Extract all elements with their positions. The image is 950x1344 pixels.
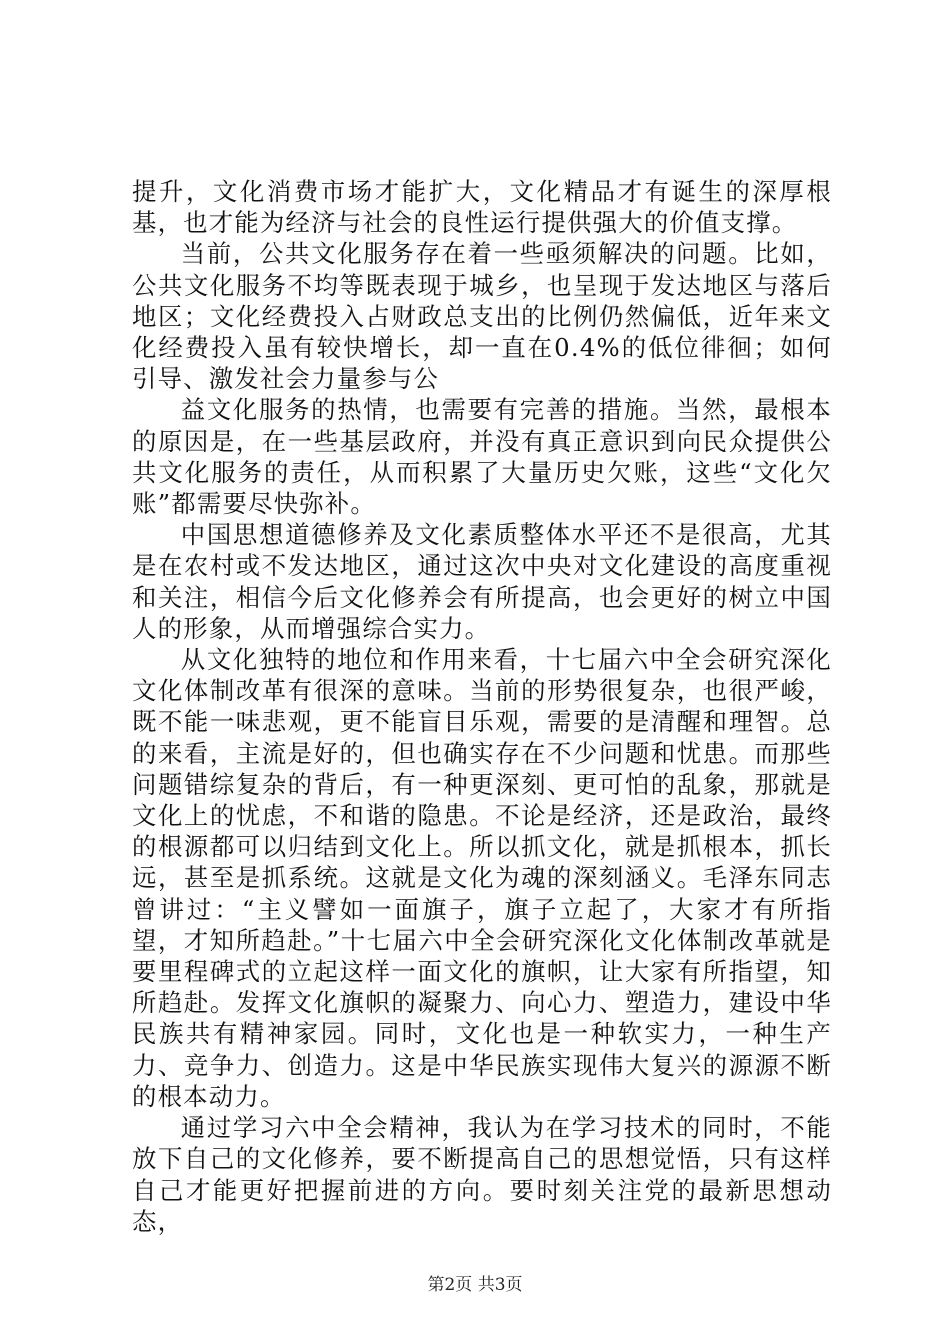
paragraph: 通过学习六中全会精神，我认为在学习技术的同时，不能放下自己的文化修养，要不断提高自己的思想觉悟，只有这样自己才能更好把握前进的方向。要时刻关注党的最新思想动态， <box>132 1113 832 1236</box>
paragraph: 中国思想道德修养及文化素质整体水平还不是很高，尤其是在农村或不发达地区，通过这次中央对文化建设的高度重视和关注，相信今后文化修养会有所提高，也会更好的树立中国人的形象，从而增强综合实力。 <box>132 520 832 643</box>
page-number-footer: 第2页 共3页 <box>427 1275 523 1295</box>
paragraph: 从文化独特的地位和作用来看，十七届六中全会研究深化文化体制改革有很深的意味。当前的形势很复杂，也很严峻，既不能一味悲观，更不能盲目乐观，需要的是清醒和理智。总的来看，主流是好的，但也确实存在不少问题和忧患。而那些问题错综复杂的背后，有一种更深刻、更可怕的乱象，那就是文化上的忧虑，不和谐的隐患。不论是经济，还是政治，最终的根源都可以归结到文化上。所以抓文化，就是抓根本，抓长远，甚至是抓系统。这就是文化为魂的深刻涵义。毛泽东同志曾讲过：“主义譬如一面旗子，旗子立起了，大家才有所指望，才知所趋赴。”十七届六中全会研究深化文化体制改革就是要里程碑式的立起这样一面文化的旗帜，让大家有所指望，知所趋赴。发挥文化旗帜的凝聚力、向心力、塑造力，建设中华民族共有精神家园。同时，文化也是一种软实力，一种生产力、竞争力、创造力。这是中华民族实现伟大复兴的源源不断的根本动力。 <box>132 645 832 1111</box>
paragraph: 提升，文化消费市场才能扩大，文化精品才有诞生的深厚根基，也才能为经济与社会的良性运行提供强大的价值支撑。 <box>132 177 832 238</box>
paragraph: 益文化服务的热情，也需要有完善的措施。当然，最根本的原因是，在一些基层政府，并没有真正意识到向民众提供公共文化服务的责任，从而积累了大量历史欠账，这些“文化欠账”都需要尽快弥补。 <box>132 395 832 519</box>
document-body <box>132 176 832 1237</box>
paragraph: 当前，公共文化服务存在着一些亟须解决的问题。比如，公共文化服务不均等既表现于城乡，也呈现于发达地区与落后地区；文化经费投入占财政总支出的比例仍然偏低，近年来文化经费投入虽有较快增长，却一直在0.4%的低位徘徊；如何引导、激发社会力量参与公 <box>132 239 832 394</box>
